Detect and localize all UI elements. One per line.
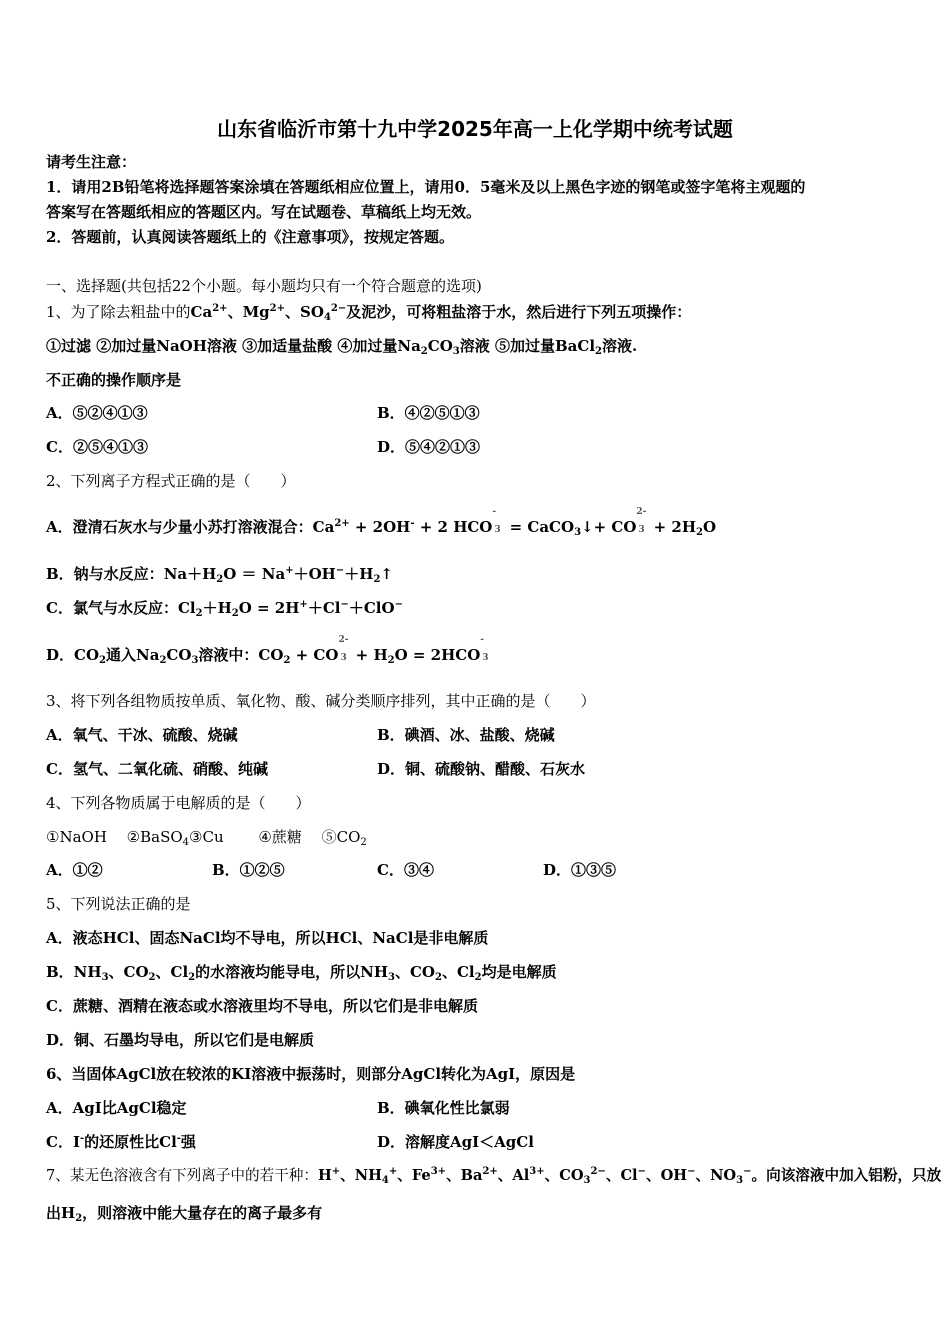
q5-option-d[interactable]: D．铜、石墨均导电，所以它们是电解质 (46, 1031, 315, 1049)
q4-option-a[interactable]: A．①② (46, 861, 103, 879)
q2-option-c[interactable]: C．氯气与水反应：$Cl_2+H_2O = 2H^++Cl^-+ClO^-$ (46, 599, 403, 619)
q1-option-d[interactable]: D．⑤④②①③ (377, 438, 481, 456)
q4-items: ①NaOH ②BaSO$_4$③Cu ④蔗糖 $⑤CO_2$ (46, 828, 367, 848)
q1-ask: 不正确的操作顺序是 (46, 371, 182, 389)
q2-d-hco3-charge: - 3 (480, 635, 489, 663)
q2-option-d[interactable]: D．$CO_2$通入$Na_2CO_3$溶液中：$CO_2$ + CO 2- 3 + $H_2O = 2HCO$ - 3 (46, 645, 492, 666)
q7-stem: 7、某无色溶液含有下列离子中的若干种：H+、$NH_4^+$、$Fe^{3+}$、$Ba^{2+}$、$Al^{3+}$、$CO_3^{2-}$、Cl−、OH−、$NO_3^-$。向该溶液中加入铝粉，只放 (46, 1166, 942, 1186)
q7-stem-line2: 出$H_2$，则溶液中能大量存在的离子最多有 (46, 1204, 323, 1224)
q2-option-b[interactable]: B．钠与水反应：$Na+H_2O$ ＝ $Na^++OH^-+H_2↑$ (46, 565, 393, 585)
q2-a-hco3-charge: - 3 (492, 507, 501, 535)
q3-option-b[interactable]: B．碘酒、冰、盐酸、烧碱 (377, 726, 555, 744)
q6-option-d[interactable]: D．溶解度AgI＜AgCl (377, 1133, 534, 1151)
q3-option-a[interactable]: A．氧气、干冰、硫酸、烧碱 (46, 726, 238, 744)
q4-option-c[interactable]: C．③④ (377, 861, 434, 879)
q1-option-b[interactable]: B．④②⑤①③ (377, 404, 480, 422)
q3-option-d[interactable]: D．铜、硫酸钠、醋酸、石灰水 (377, 760, 586, 778)
notice-heading: 请考生注意： (46, 153, 137, 171)
q2-a-co3-charge: 2- 3 (636, 507, 647, 535)
q2-stem: 2、下列离子方程式正确的是（ ） (46, 472, 296, 490)
q1-option-c[interactable]: C．②⑤④①③ (46, 438, 148, 456)
q2-option-a[interactable]: A．澄清石灰水与少量小苏打溶液混合：$Ca^{2+} + 2OH^- + 2$ HCO - 3 = CaCO$_3$↓+ CO 2- 3 + $2H_2O$ (46, 507, 717, 538)
q3-stem: 3、将下列各组物质按单质、氧化物、酸、碱分类顺序排列，其中正确的是（ ） (46, 692, 596, 710)
q3-option-c[interactable]: C．氢气、二氧化硫、硝酸、纯碱 (46, 760, 268, 778)
section-heading: 一、选择题(共包括22个小题。每小题均只有一个符合题意的选项) (46, 277, 482, 295)
q5-stem: 5、下列说法正确的是 (46, 895, 191, 913)
q4-stem: 4、下列各物质属于电解质的是（ ） (46, 794, 311, 812)
q4-option-d[interactable]: D．①③⑤ (543, 861, 617, 879)
page-title: 山东省临沂市第十九中学2025年高一上化学期中统考试题 (217, 117, 733, 141)
q5-option-c[interactable]: C．蔗糖、酒精在液态或水溶液里均不导电，所以它们是非电解质 (46, 997, 478, 1015)
notice-item-2: 2．答题前，认真阅读答题纸上的《注意事项》，按规定答题。 (46, 228, 454, 246)
q1-operations: ①过滤 ②加过量NaOH溶液 ③加适量盐酸 ④加过量$Na_2CO_3$溶液 ⑤加过量BaCl$_2$溶液. (46, 337, 638, 357)
q1-option-a[interactable]: A．⑤②④①③ (46, 404, 148, 422)
q6-option-c[interactable]: C．I-的还原性比Cl-强 (46, 1133, 196, 1151)
notice-item-1b: 答案写在答题纸相应的答题区内。写在试题卷、草稿纸上均无效。 (46, 203, 482, 221)
q4-option-b[interactable]: B．①②⑤ (212, 861, 285, 879)
notice-item-1a: 1．请用2B铅笔将选择题答案涂填在答题纸相应位置上，请用0．5毫米及以上黑色字迹的钢笔或签字笔将主观题的 (46, 178, 806, 196)
q5-option-a[interactable]: A．液态HCl、固态NaCl均不导电，所以HCl、NaCl是非电解质 (46, 929, 489, 947)
q6-option-b[interactable]: B．碘氧化性比氯弱 (377, 1099, 510, 1117)
q6-option-a[interactable]: A．AgI比AgCl稳定 (46, 1099, 187, 1117)
q6-stem: 6、当固体AgCl放在较浓的KI溶液中振荡时，则部分AgCl转化为AgI，原因是 (46, 1065, 576, 1083)
q2-d-co3-charge: 2- 3 (338, 635, 349, 663)
q5-option-b[interactable]: B．$NH_3$、$CO_2$、$Cl_2$的水溶液均能导电，所以$NH_3$、$CO_2$、$Cl_2$均是电解质 (46, 963, 557, 983)
q1-stem: 1、为了除去粗盐中的$Ca^{2+}$、$Mg^{2+}$、$SO_4^{2-}$及泥沙，可将粗盐溶于水，然后进行下列五项操作： (46, 303, 692, 323)
